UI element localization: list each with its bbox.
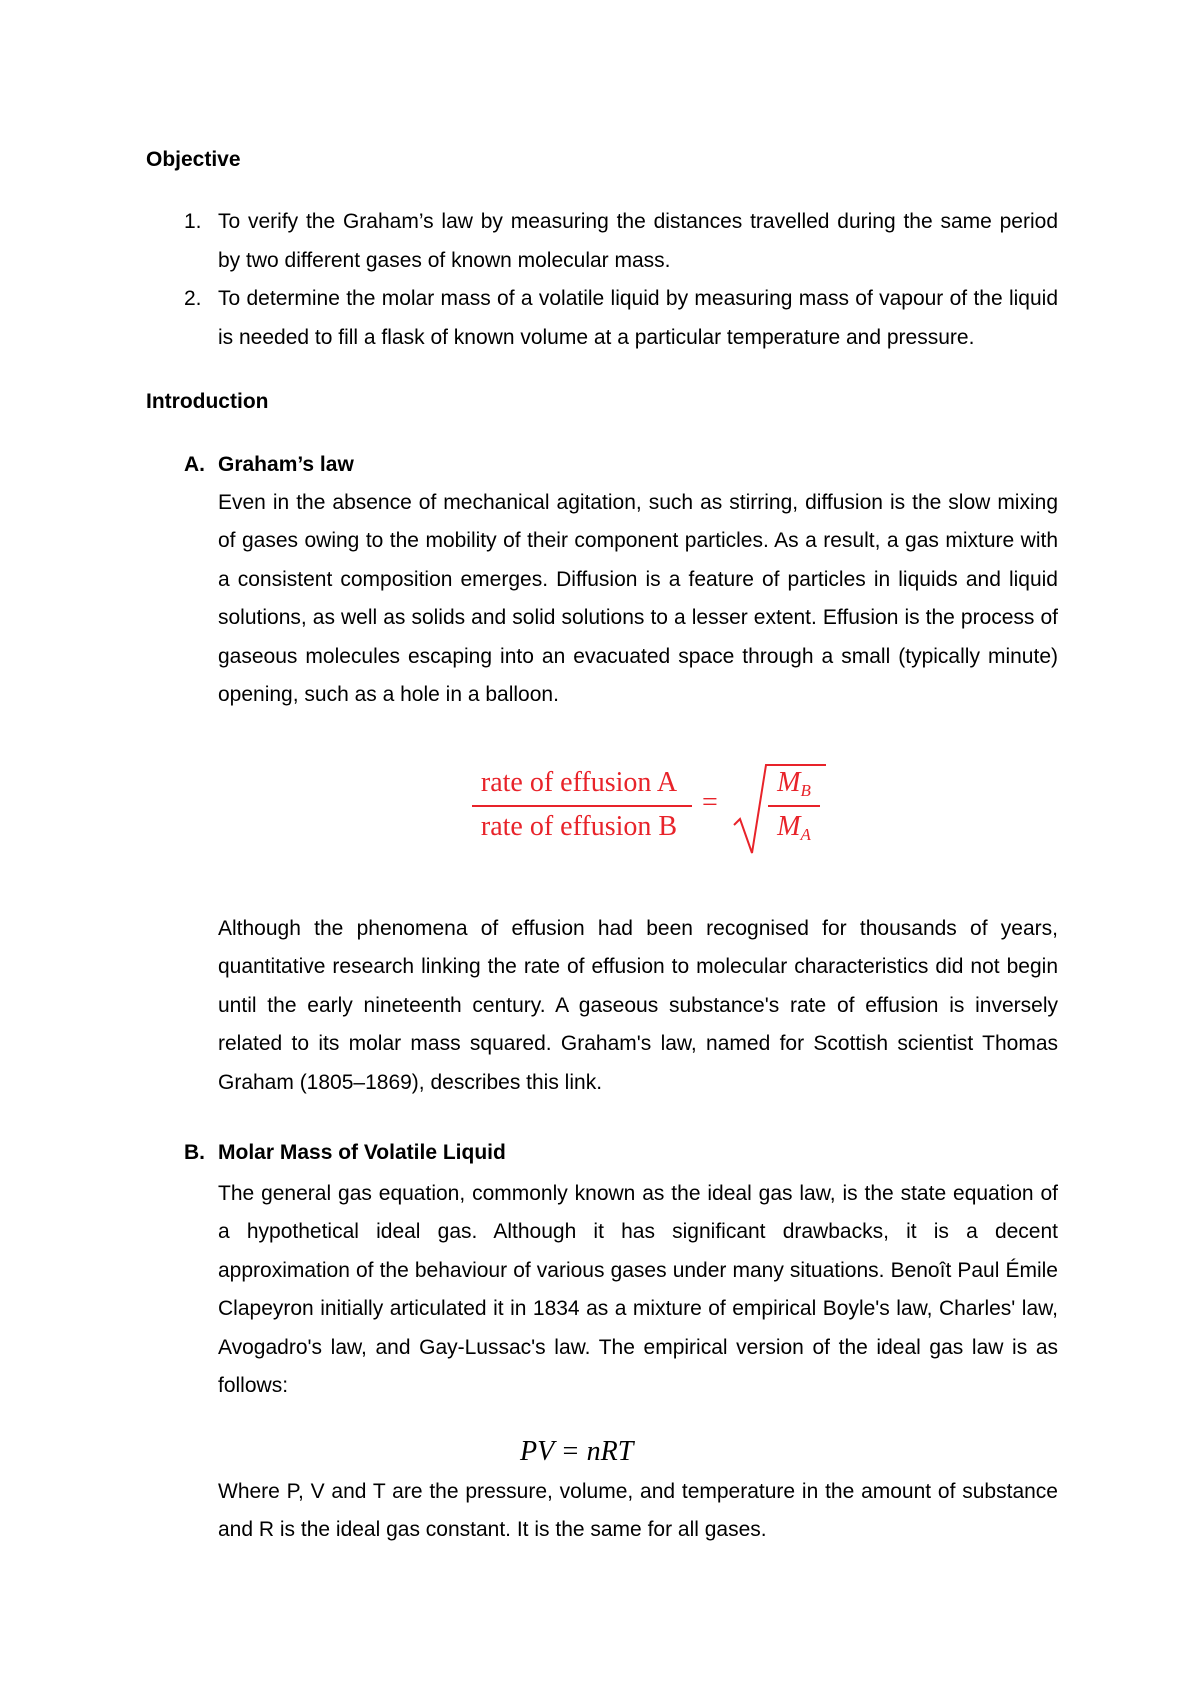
molar-mass-a: MA <box>777 811 811 844</box>
objective-list <box>146 203 1058 357</box>
section-b-letter: B. <box>184 1141 205 1164</box>
introduction-heading: Introduction <box>146 390 269 413</box>
section-a-paragraph-2: Although the phenomena of effusion had been recognised for thousands of years, quantitative research linking the rate of effusion to molecular characteristics did not begin until the early nineteenth century. A gaseous substance's rate of effusion is inversely related to its molar mass squared. Graham's law, named for Scottish scientist Thomas Graham (1805–1869), describes this link. <box>218 917 1058 1094</box>
section-b-paragraph-2: Where P, V and T are the pressure, volume, and temperature in the amount of substance and R is the ideal gas constant. It is the same for all gases. <box>218 1480 1058 1542</box>
grahams-law-formula <box>460 763 820 863</box>
list-item-text: To determine the molar mass of a volatile liquid by measuring mass of vapour of the liquid is needed to fill a flask of known volume at a particular temperature and pressure. <box>218 287 1058 349</box>
equals-sign: = <box>702 787 718 818</box>
list-item-number: 2. <box>184 287 202 310</box>
ideal-gas-formula: PV = nRT <box>520 1436 634 1467</box>
formula-denominator: rate of effusion B <box>480 811 678 842</box>
objective-heading: Objective <box>146 148 241 171</box>
section-a-paragraph-1: Even in the absence of mechanical agitation, such as stirring, diffusion is the slow mixing of gases owing to the mobility of their component particles. As a result, a gas mixture with a consistent composition emerges. Diffusion is a feature of particles in liquids and liquid solutions, as well as solids and solid solutions to a lesser extent. Effusion is the process of gaseous molecules escaping into an evacuated space through a small (typically minute) opening, such as a hole in a balloon. <box>218 491 1058 707</box>
section-a-title: Graham’s law <box>218 453 354 476</box>
list-item-text: To verify the Graham’s law by measuring the distances travelled during the same period by two different gases of known molecular mass. <box>218 210 1058 272</box>
list-item-number: 1. <box>184 210 202 233</box>
square-root <box>732 763 828 859</box>
formula-numerator: rate of effusion A <box>480 767 678 798</box>
fraction-bar <box>768 805 820 807</box>
molar-mass-b: MB <box>777 767 811 800</box>
section-a-letter: A. <box>184 453 205 476</box>
section-b-paragraph-1: The general gas equation, commonly known as the ideal gas law, is the state equation of a hypothetical ideal gas. Although it has significant drawbacks, it is a decent approximation of the behaviour of various gases under many situations. Benoît Paul Émile Clapeyron initially articulated it in 1834 as a mixture of empirical Boyle's law, Charles' law, Avogadro's law, and Gay-Lussac's law. The empirical version of the ideal gas law is as follows: <box>218 1182 1058 1398</box>
list-item <box>146 280 1058 357</box>
section-b-title: Molar Mass of Volatile Liquid <box>218 1141 506 1164</box>
list-item <box>146 203 1058 280</box>
